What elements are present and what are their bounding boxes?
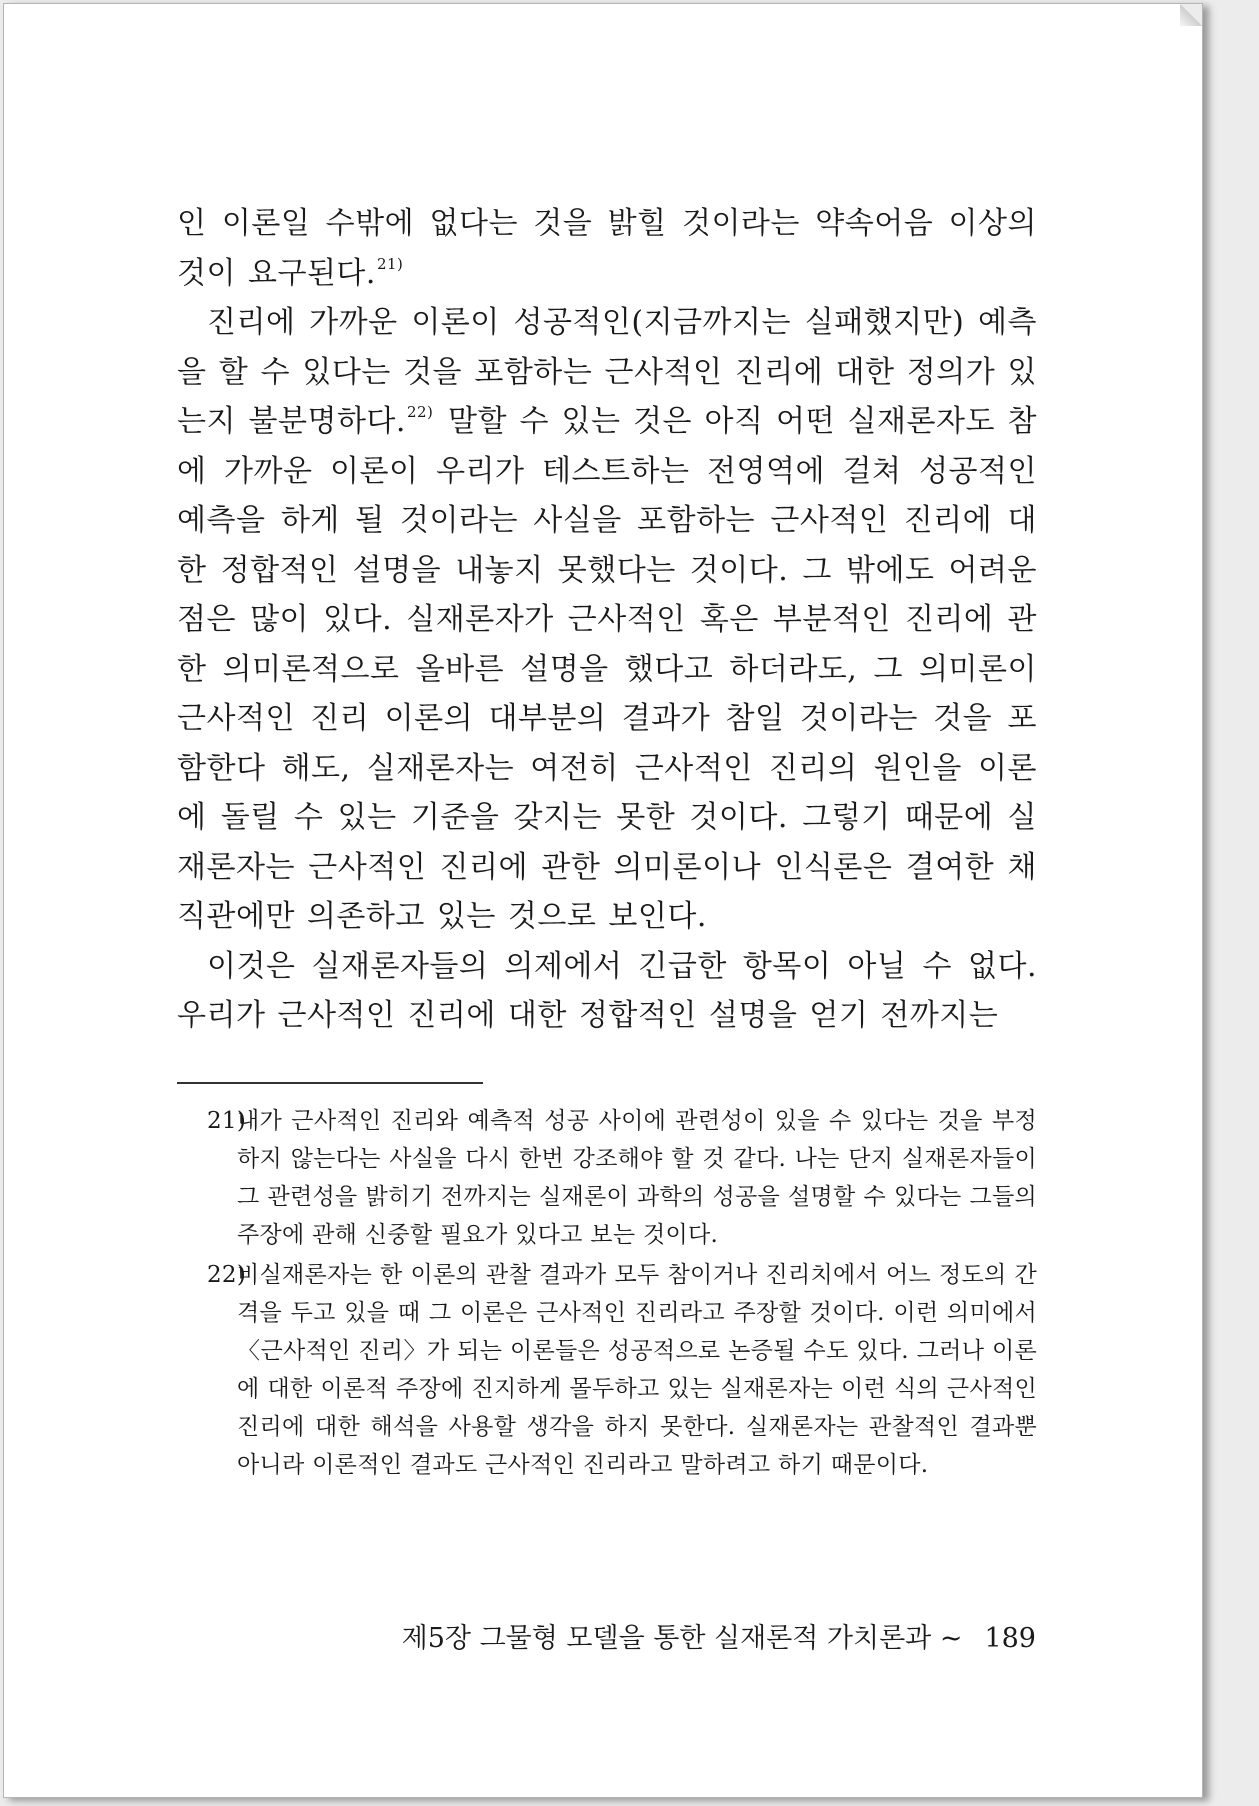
footnote-21: 21) 내가 근사적인 진리와 예측적 성공 사이에 관련성이 있을 수 있다는 것을 부정하지 않는다는 사실을 다시 한번 강조해야 할 것 같다. 나는 단지 실재론자들이 그 관련성을 밝히기 전까지는 실재론이 과학의 성공을 설명할 수 있다는 그들의 주장에 관해 신중할 필요가 있다고 보는 것이다.: [207, 1108, 1037, 1248]
footnote-text: 내가 근사적인 진리와 예측적 성공 사이에 관련성이 있을 수 있다는 것을 부정하지 않는다는 사실을 다시 한번 강조해야 할 것 같다. 나는 단지 실재론자들이 그 관련성을 밝히기 전까지는 실재론이 과학의 성공을 설명할 수 있다는 그들의 주장에 관해 신중할 필요가 있다고 보는 것이다.: [237, 1108, 1037, 1248]
footnote-ref-22[interactable]: 22): [406, 403, 434, 421]
paragraph-2-text-after: 말할 수 있는 것은 아직 어떤 실재론자도 참에 가까운 이론이 우리가 테스트하는 전영역에 걸쳐 성공적인 예측을 하게 될 것이라는 사실을 포함하는 근사적인 진리에 대한 정합적인 설명을 내놓지 못했다는 것이다. 그 밖에도 어려운 점은 많이 있다. 실재론자가 근사적인 혹은 부분적인 진리에 관한 의미론적으로 올바른 설명을 했다고 하더라도, 그 의미론이 근사적인 진리 이론의 대부분의 결과가 참일 것이라는 것을 포함한다 해도, 실재론자는 여전히 근사적인 진리의 원인을 이론에 돌릴 수 있는 기준을 갖지는 못한 것이다. 그렇기 때문에 실재론자는 근사적인 진리에 관한 의미론이나 인식론은 결여한 채 직관에만 의존하고 있는 것으로 보인다.: [177, 404, 1037, 934]
paragraph-3: [177, 942, 1037, 1041]
running-footer: [324, 1619, 1036, 1659]
paragraph-1: [177, 199, 1037, 298]
main-text: [177, 199, 1037, 1041]
paragraph-2-text-before: 진리에 가까운 이론이 성공적인(지금까지는 실패했지만) 예측을 할 수 있다는 것을 포함하는 근사적인 진리에 대한 정의가 있는지 불분명하다.: [177, 305, 1037, 439]
footnote-text: 비실재론자는 한 이론의 관찰 결과가 모두 참이거나 진리치에서 어느 정도의 간격을 두고 있을 때 그 이론은 근사적인 진리라고 주장할 것이다. 이런 의미에서 〈근사적인 진리〉가 되는 이론들은 성공적으로 논증될 수도 있다. 그러나 이론에 대한 이론적 주장에 진지하게 몰두하고 있는 실재론자는 이런 식의 근사적인 진리에 대한 해석을 사용할 생각을 하지 못한다. 실재론자는 관찰적인 결과뿐 아니라 이론적인 결과도 근사적인 진리라고 말하려고 하기 때문이다.: [237, 1262, 1037, 1478]
paragraph-1-text: 인 이론일 수밖에 없다는 것을 밝힐 것이라는 약속어음 이상의 것이 요구된다.: [177, 206, 1037, 291]
footnote-22: 22) 비실재론자는 한 이론의 관찰 결과가 모두 참이거나 진리치에서 어느 정도의 간격을 두고 있을 때 그 이론은 근사적인 진리라고 주장할 것이다. 이런 의미에서 〈근사적인 진리〉가 되는 이론들은 성공적으로 논증될 수도 있다. 그러나 이론에 대한 이론적 주장에 진지하게 몰두하고 있는 실재론자는 이런 식의 근사적인 진리에 대한 해석을 사용할 생각을 하지 못한다. 실재론자는 관찰적인 결과뿐 아니라 이론적인 결과도 근사적인 진리라고 말하려고 하기 때문이다.: [207, 1262, 1037, 1478]
footnote-ref-21[interactable]: 21): [376, 254, 404, 273]
page-curl-corner: [1180, 4, 1202, 26]
footnote-separator: [177, 1082, 483, 1084]
paragraph-3-text: 이것은 실재론자들의 의제에서 긴급한 항목이 아닐 수 없다. 우리가 근사적인 진리에 대한 정합적인 설명을 얻기 전까지는: [177, 948, 1037, 1033]
footnotes: [207, 1102, 1037, 1486]
page-number: 189: [984, 1623, 1036, 1654]
chapter-title: 제5장 그물형 모델을 통한 실재론적 가치론과 ~: [401, 1623, 963, 1654]
paragraph-2: [177, 298, 1037, 942]
book-page: [3, 3, 1203, 1798]
